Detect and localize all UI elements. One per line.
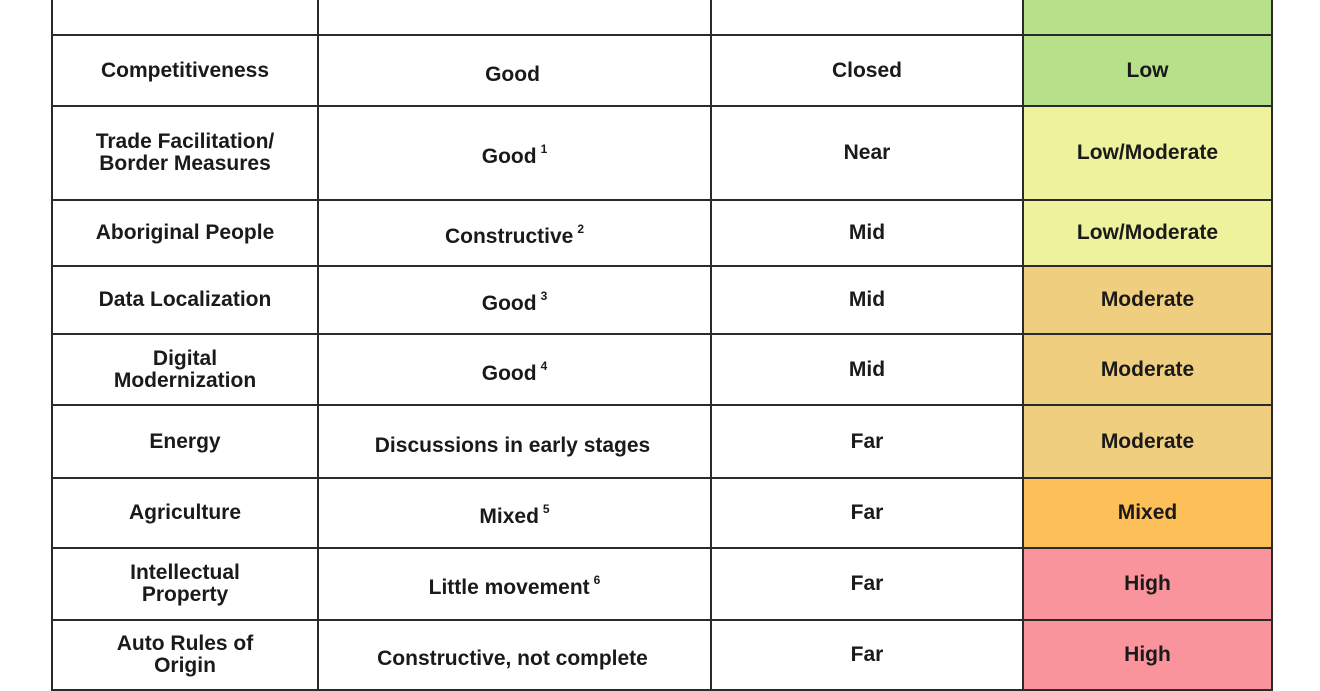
progress-cell: Constructive $^2$ bbox=[318, 200, 711, 266]
status-cell: Near bbox=[711, 106, 1023, 200]
progress-cell: Mixed $^5$ bbox=[318, 478, 711, 548]
footnote-marker: 1 bbox=[540, 142, 548, 156]
risk-cell: Moderate bbox=[1023, 405, 1272, 478]
topic-cell: Aboriginal People bbox=[52, 200, 318, 266]
risk-cell bbox=[1023, 0, 1272, 35]
progress-cell: Discussions in early stages bbox=[318, 405, 711, 478]
status-cell: Mid bbox=[711, 334, 1023, 405]
risk-cell: Moderate bbox=[1023, 334, 1272, 405]
topic-cell: Data Localization bbox=[52, 266, 318, 334]
progress-cell: Good $^1$ bbox=[318, 106, 711, 200]
status-cell: Mid bbox=[711, 266, 1023, 334]
risk-cell: High bbox=[1023, 620, 1272, 690]
progress-cell: Constructive, not complete bbox=[318, 620, 711, 690]
risk-cell: High bbox=[1023, 548, 1272, 620]
topic-cell: Competitiveness bbox=[52, 35, 318, 106]
footnote-marker: 2 bbox=[577, 222, 585, 236]
status-cell: Mid bbox=[711, 200, 1023, 266]
risk-cell: Low/Moderate bbox=[1023, 200, 1272, 266]
topic-cell: Energy bbox=[52, 405, 318, 478]
progress-cell bbox=[318, 0, 711, 35]
table-row bbox=[52, 334, 1272, 405]
table-row bbox=[52, 106, 1272, 200]
footnote-marker: 6 bbox=[593, 573, 601, 587]
topic-cell bbox=[52, 0, 318, 35]
status-cell: Far bbox=[711, 478, 1023, 548]
footnote-marker: 3 bbox=[540, 289, 548, 303]
table-row bbox=[52, 0, 1272, 35]
status-cell: Far bbox=[711, 620, 1023, 690]
footnote-marker: 5 bbox=[542, 502, 550, 516]
risk-cell: Low/Moderate bbox=[1023, 106, 1272, 200]
table-row bbox=[52, 35, 1272, 106]
risk-cell: Mixed bbox=[1023, 478, 1272, 548]
table-row bbox=[52, 548, 1272, 620]
progress-cell: Good bbox=[318, 35, 711, 106]
footnote-marker: 4 bbox=[540, 358, 548, 373]
topic-cell: Auto Rules of Origin bbox=[52, 620, 318, 690]
risk-cell: Low bbox=[1023, 35, 1272, 106]
topic-cell: Trade Facilitation/ Border Measures bbox=[52, 106, 318, 200]
progress-cell: Good $^3$ bbox=[318, 266, 711, 334]
topic-cell: Agriculture bbox=[52, 478, 318, 548]
progress-cell: Little movement $^6$ bbox=[318, 548, 711, 620]
table-row bbox=[52, 405, 1272, 478]
table-row bbox=[52, 266, 1272, 334]
topic-cell: Digital Modernization bbox=[52, 334, 318, 405]
table-row bbox=[52, 478, 1272, 548]
status-cell bbox=[711, 0, 1023, 35]
table-row bbox=[52, 620, 1272, 690]
progress-cell: Good $^4$ bbox=[318, 334, 711, 405]
status-cell: Far bbox=[711, 548, 1023, 620]
table-row bbox=[52, 200, 1272, 266]
status-cell: Far bbox=[711, 405, 1023, 478]
status-cell: Closed bbox=[711, 35, 1023, 106]
assessment-table-container bbox=[51, 0, 1271, 677]
risk-cell: Moderate bbox=[1023, 266, 1272, 334]
topic-cell: Intellectual Property bbox=[52, 548, 318, 620]
negotiation-status-table bbox=[51, 0, 1273, 691]
